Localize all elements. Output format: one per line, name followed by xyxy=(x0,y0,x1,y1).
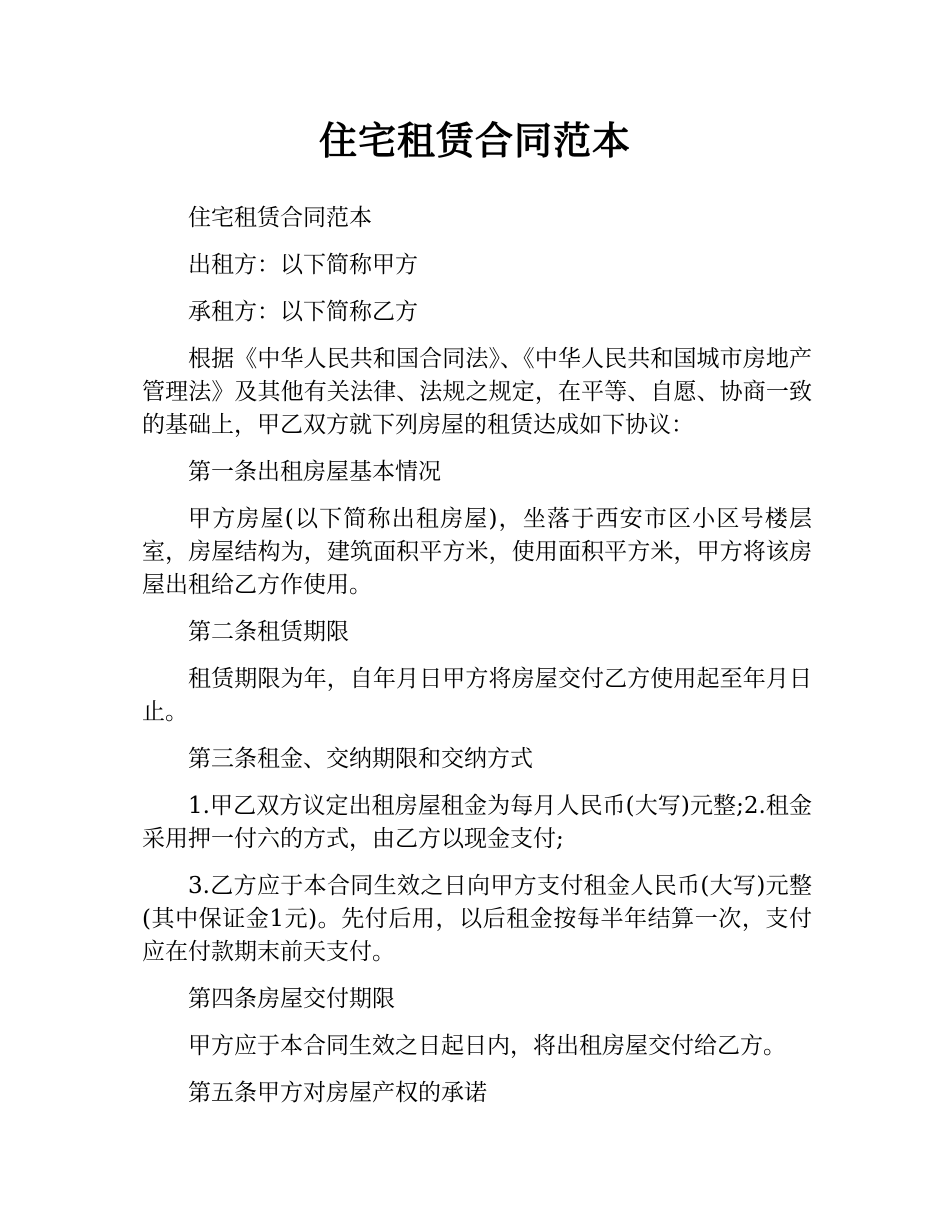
article-3-clause-1-2: 1.甲乙双方议定出租房屋租金为每月人民币(大写)元整;2.租金采用押一付六的方式，由乙方以现金支付; xyxy=(142,793,812,852)
article-4-body: 甲方应于本合同生效之日起日内，将出租房屋交付给乙方。 xyxy=(188,1033,786,1059)
article-2-body: 租赁期限为年，自年月日甲方将房屋交付乙方使用起至年月日止。 xyxy=(142,666,812,725)
article-2-heading: 第二条租赁期限 xyxy=(188,619,349,645)
article-1-heading: 第一条出租房屋基本情况 xyxy=(188,459,441,485)
paragraph-subtitle: 住宅租赁合同范本 xyxy=(188,205,372,231)
article-4-heading: 第四条房屋交付期限 xyxy=(188,986,395,1012)
paragraph-lessee: 承租方：以下简称乙方 xyxy=(188,299,418,325)
article-5-heading: 第五条甲方对房屋产权的承诺 xyxy=(188,1080,487,1106)
paragraph-lessor: 出租方：以下简称甲方 xyxy=(188,252,418,278)
article-3-clause-3: 3.乙方应于本合同生效之日向甲方支付租金人民币(大写)元整(其中保证金1元)。先付后用，以后租金按每半年结算一次，支付应在付款期末前天支付。 xyxy=(142,873,812,965)
article-1-body: 甲方房屋(以下简称出租房屋)，坐落于西安市区小区号楼层室，房屋结构为，建筑面积平方米，使用面积平方米，甲方将该房屋出租给乙方作使用。 xyxy=(142,506,812,598)
article-3-heading: 第三条租金、交纳期限和交纳方式 xyxy=(188,746,533,772)
paragraph-preamble: 根据《中华人民共和国合同法》、《中华人民共和国城市房地产管理法》及其他有关法律、法规之规定，在平等、自愿、协商一致的基础上，甲乙双方就下列房屋的租赁达成如下协议： xyxy=(142,346,812,438)
document-title: 住宅租赁合同范本 xyxy=(318,119,631,163)
document-body xyxy=(142,202,812,1124)
